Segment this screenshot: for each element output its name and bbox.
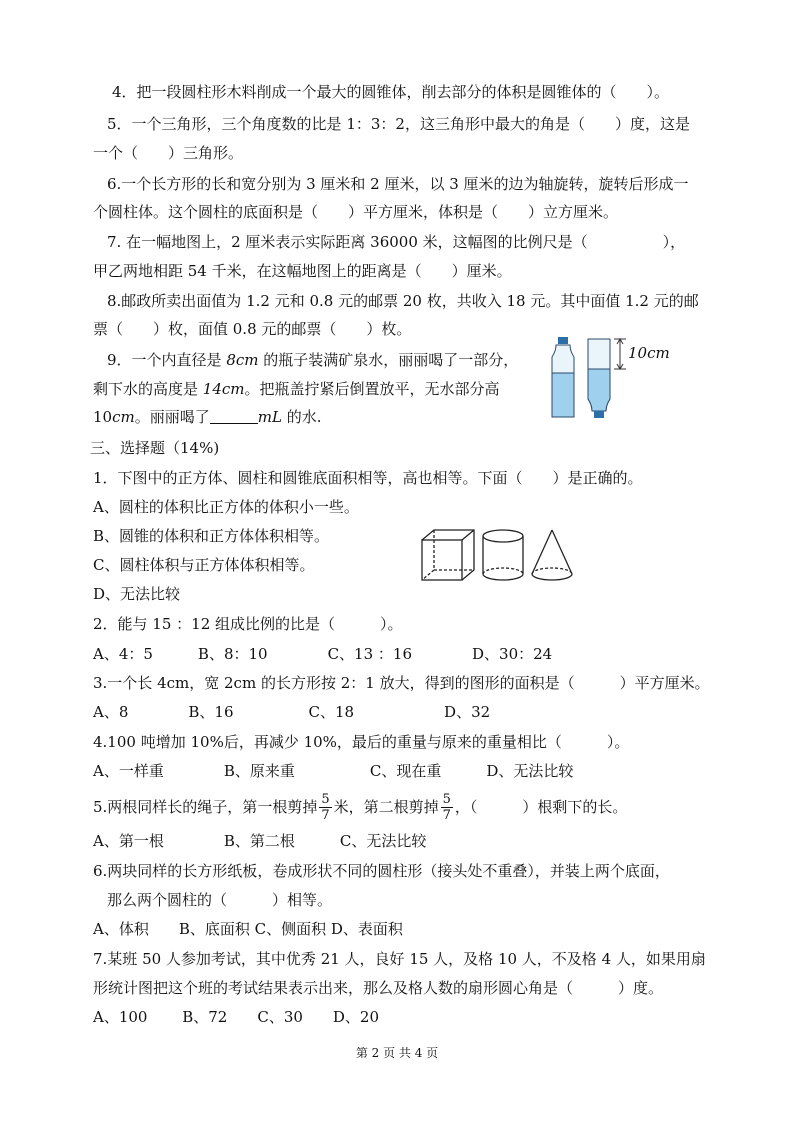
fill-question-7-line-1: 7. 在一幅地图上，2 厘米表示实际距离 36000 米，这幅图的比例尺是（ ），: [107, 233, 686, 251]
q5-text-a: 5.两根同样长的绳子，第一根剪掉: [93, 798, 318, 816]
choice-question-1: 1．下图中的正方体、圆柱和圆锥底面积相等，高也相等。下面（ ）是正确的。: [93, 469, 643, 487]
fraction-five-sevenths-2: [441, 792, 453, 823]
q6-options: A、体积 B、底面积 C、侧面积 D、表面积: [93, 920, 403, 938]
fill-question-6-line-2: 个圆柱体。这个圆柱的底面积是（ ）平方厘米，体积是（ ）立方厘米。: [93, 203, 619, 221]
fraction-denominator: 7: [321, 807, 330, 823]
fill-question-9-line-3: [93, 406, 321, 428]
q9-text-c: 的瓶子装满矿泉水，丽丽喝了一部分，: [258, 351, 519, 369]
q9-cm: cm: [112, 408, 135, 426]
answer-blank[interactable]: [210, 409, 258, 424]
fill-question-4: 4．把一段圆柱形木料削成一个最大的圆锥体，削去部分的体积是圆锥体的（ ）。: [112, 83, 670, 101]
q5-text-c: ，（ ）根剩下的长。: [454, 798, 628, 816]
fill-question-8-line-2: 票（ ）枚，面值 0.8 元的邮票（ ）枚。: [93, 320, 412, 338]
page-footer: 第 2 页 共 4 页: [355, 1046, 439, 1060]
q2-options: A、4：5 B、8：10 C、13 ：16 D、30：24: [93, 645, 553, 663]
q9-ten: 10: [93, 408, 113, 426]
fraction-numerator-2: 5: [442, 791, 451, 807]
fill-question-5-line-1: 5．一个三角形，三个角度数的比是 1：3：2，这三角形中最大的角是（ ）度，这是: [107, 115, 690, 133]
q9-height: 14cm: [202, 380, 245, 398]
choice-question-7-line-2: 形统计图把这个班的考试结果表示出来，那么及格人数的扇形圆心角是（ ）度。: [93, 979, 664, 997]
q1-option-d: D、无法比较: [93, 585, 181, 603]
q9-diameter: 8cm: [226, 351, 259, 369]
choice-question-5: [93, 790, 627, 824]
fill-question-6-line-1: 6.一个长方形的长和宽分别为 3 厘米和 2 厘米，以 3 厘米的边为轴旋转，旋转后形成一: [107, 175, 689, 193]
q4-options: A、一样重 B、原来重 C、现在重 D、无法比较: [93, 762, 574, 780]
fill-question-9-line-2: [93, 378, 500, 400]
solids-diagram: [418, 526, 578, 584]
cube-shape: [422, 530, 474, 580]
choice-question-4: 4.100 吨增加 10%后，再减少 10%，最后的重量与原来的重量相比（ ）。: [93, 733, 630, 751]
choice-question-7-line-1: 7.某班 50 人参加考试，其中优秀 21 人，良好 15 人，及格 10 人，不及格 4 人，如果用扇: [93, 950, 706, 968]
fill-question-8-line-1: 8.邮政所卖出面值为 1.2 元和 0.8 元的邮票 20 枚，共收入 18 元。其中面值 1.2 元的邮: [107, 292, 699, 310]
q7-options: A、100 B、72 C、30 D、20: [93, 1008, 380, 1026]
q5-text-b: 米，第二根剪掉: [333, 798, 439, 816]
q9-text-g: 的水.: [281, 408, 322, 426]
choice-question-6-line-1: 6.两块同样的长方形纸板，卷成形状不同的圆柱形（接头处不重叠），并装上两个底面，: [93, 862, 670, 880]
inverted-bottle: [588, 339, 626, 418]
q1-option-a: A、圆柱的体积比正方体的体积小一些。: [93, 498, 359, 516]
q9-text-a: 9．一个内直径是: [107, 351, 227, 369]
fill-question-5-line-2: 一个（ ）三角形。: [93, 144, 244, 162]
fraction-numerator: 5: [321, 791, 330, 807]
cone-shape: [532, 530, 572, 580]
q9-text-e: 。把瓶盖拧紧后倒置放平，无水部分高: [244, 380, 500, 398]
bottle-dimension-label: 10cm: [628, 344, 670, 362]
q1-option-c: C、圆柱体积与正方体体积相等。: [93, 556, 315, 574]
fill-question-7-line-2: 甲乙两地相距 54 千米，在这幅地图上的距离是（ ）厘米。: [93, 262, 512, 280]
q3-options: A、8 B、16 C、18 D、32: [93, 703, 491, 721]
choice-question-3: 3.一个长 4cm，宽 2cm 的长方形按 2：1 放大，得到的图形的面积是（ ）平方厘米。: [93, 674, 710, 692]
choice-question-6-line-2: 那么两个圆柱的（ ）相等。: [107, 891, 333, 909]
fill-question-9-line-1: [107, 349, 518, 371]
upright-bottle: [552, 337, 574, 417]
section-3-title: 三、选择题（14%): [90, 439, 220, 457]
q1-option-b: B、圆锥的体积和正方体体积相等。: [93, 527, 330, 545]
cylinder-shape: [483, 530, 523, 580]
q9-text-d: 剩下水的高度是: [93, 380, 203, 398]
q5-options: A、第一根 B、第二根 C、无法比较: [93, 832, 427, 850]
q9-ml: mL: [257, 408, 282, 426]
fraction-five-sevenths: [319, 792, 331, 823]
fraction-denominator-2: 7: [442, 807, 451, 823]
choice-question-2: 2．能与 15 ：12 组成比例的比是（ ）。: [93, 615, 403, 633]
bottle-diagram: [548, 335, 678, 421]
q9-text-f: 。丽丽喝了: [134, 408, 210, 426]
